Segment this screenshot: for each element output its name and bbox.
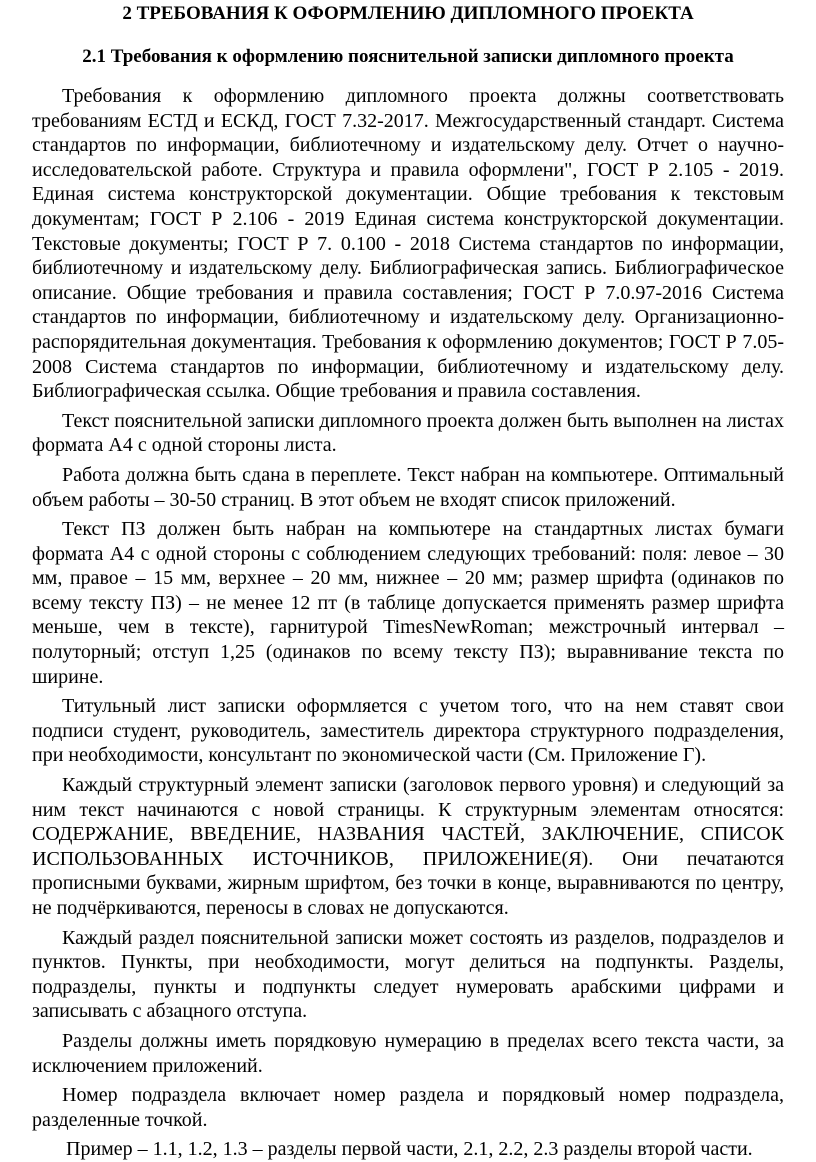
- paragraph-numbering: Разделы должны иметь порядковую нумерацию в пределах всего текста части, за исключением приложений.: [32, 1029, 784, 1077]
- paragraph-structural-elements: Каждый структурный элемент записки (заголовок первого уровня) и следующий за ним текст начинаются с новой страницы. К структурным элементам относятся: СОДЕРЖАНИЕ, ВВЕДЕНИЕ, НАЗВАНИЯ ЧАСТЕЙ, ЗАКЛЮЧЕНИЕ, СПИСОК ИСПОЛЬЗОВАННЫХ ИСТОЧНИКОВ, ПРИЛОЖЕНИЕ(Я). Они печатаются прописными буквами, жирным шрифтом, без точки в конце, выравниваются по центру, не подчёркиваются, переносы в словах не допускаются.: [32, 774, 784, 919]
- paragraph-typesetting: Текст ПЗ должен быть набран на компьютере на стандартных листах бумаги формата А4 с одной стороны с соблюдением следующих требований: поля: левое – 30 мм, правое – 15 мм, верхнее – 20 мм, нижнее – 20 мм; размер шрифта (одинаков по всему тексту ПЗ) – не менее 12 пт (в таблице допускается применять размер шрифта меньше, чем в тексте), гарнитурой TimesNewRoman; межстрочный интервал – полуторный; отступ 1,25 (одинаков по всему тексту ПЗ); выравнивание текста по ширине.: [32, 518, 784, 688]
- paragraph-example: Пример – 1.1, 1.2, 1.3 – разделы первой части, 2.1, 2.2, 2.3 разделы второй части.: [66, 1138, 753, 1161]
- paragraph-binding: Работа должна быть сдана в переплете. Текст набран на компьютере. Оптимальный объем работы – 30-50 страниц. В этот объем не входят список приложений.: [32, 463, 784, 511]
- paragraph-subsection-number: Номер подраздела включает номер раздела и порядковый номер подраздела, разделенные точкой.: [32, 1084, 784, 1131]
- paragraph-requirements: Требования к оформлению дипломного проекта должны соответствовать требованиям ЕСТД и ЕСКД, ГОСТ 7.32-2017. Межгосударственный стандарт. Система стандартов по информации, библиотечному и издательскому делу. Отчет о научно-исследовательской работе. Структура и правила оформлени", ГОСТ Р 2.105 - 2019. Единая система конструкторской документации. Общие требования к текстовым документам; ГОСТ Р 2.106 - 2019 Единая система конструкторской документации. Текстовые документы; ГОСТ Р 7. 0.100 - 2018 Система стандартов по информации, библиотечному и издательскому делу. Библиографическая запись. Библиографическое описание. Общие требования и правила составления; ГОСТ Р 7.0.97-2016 Система стандартов по информации, библиотечному и издательскому делу. Организационно-распорядительная документация. Требования к оформлению документов; ГОСТ Р 7.05-2008 Система стандартов по информации, библиотечному и издательскому делу. Библиографическая ссылка. Общие требования и правила составления.: [32, 85, 784, 403]
- paragraph-sections: Каждый раздел пояснительной записки может состоять из разделов, подразделов и пунктов. Пункты, при необходимости, могут делиться на подпункты. Разделы, подразделы, пункты и подпункты следует нумеровать арабскими цифрами и записывать с абзацного отступа.: [32, 926, 784, 1023]
- section-title: 2 ТРЕБОВАНИЯ К ОФОРМЛЕНИЮ ДИПЛОМНОГО ПРОЕКТА: [122, 3, 694, 24]
- document-body: [32, 84, 784, 1162]
- subsection-title: 2.1 Требования к оформлению пояснительной записки дипломного проекта: [82, 46, 734, 67]
- paragraph-title-page: Титульный лист записки оформляется с учетом того, что на нем ставят свои подписи студент, руководитель, заместитель директора структурного подразделения, при необходимости, консультант по экономической части (См. Приложение Г).: [32, 695, 784, 767]
- paragraph-format: Текст пояснительной записки дипломного проекта должен быть выполнен на листах формата А4 с одной стороны листа.: [32, 409, 784, 457]
